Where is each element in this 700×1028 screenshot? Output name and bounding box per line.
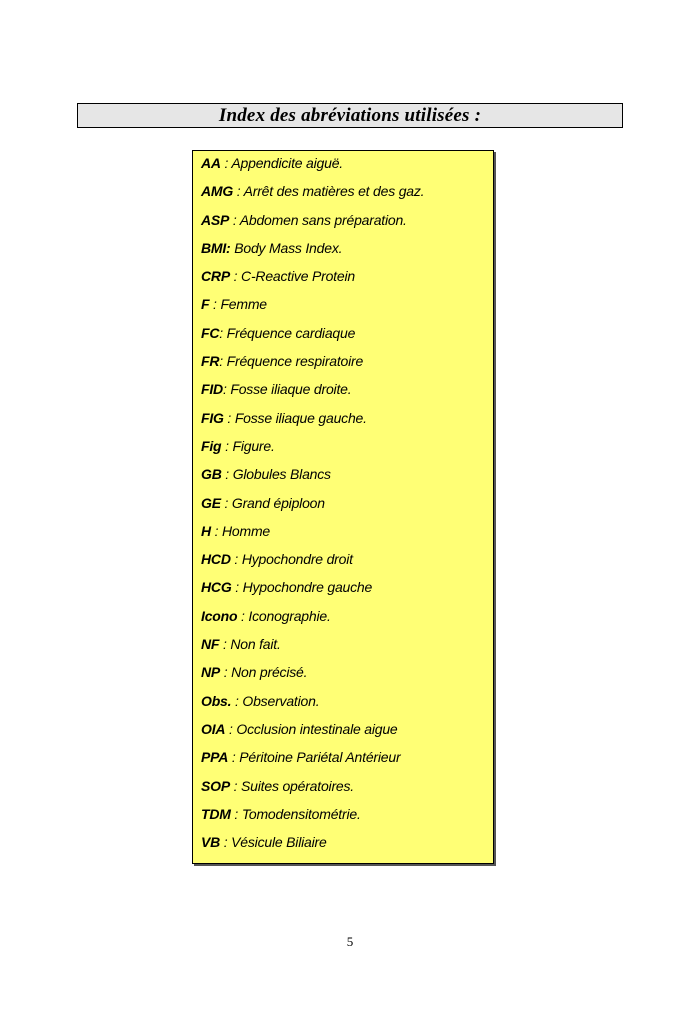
abbreviation-separator: :: [220, 664, 232, 681]
abbreviation-separator: :: [219, 324, 227, 341]
abbreviation-item: [201, 234, 424, 262]
abbreviation-separator: :: [220, 155, 232, 171]
abbreviation-code: Obs.: [201, 692, 232, 709]
abbreviation-definition: Vésicule Biliaire: [231, 834, 327, 851]
abbreviation-separator: :: [222, 381, 231, 398]
abbreviation-definition: Fosse iliaque gauche.: [234, 409, 367, 426]
abbreviation-separator: :: [237, 607, 249, 624]
abbreviation-item: [201, 404, 424, 432]
abbreviation-item: [201, 630, 424, 658]
abbreviation-definition: Hypochondre gauche: [242, 579, 373, 596]
abbreviations-box: [192, 150, 494, 864]
abbreviation-item: [201, 177, 424, 205]
abbreviation-item: [201, 290, 424, 318]
abbreviation-code: OIA: [201, 720, 226, 737]
abbreviation-item: [201, 715, 424, 743]
abbreviations-list: [201, 149, 424, 856]
abbreviation-separator: :: [229, 211, 240, 228]
abbreviation-definition: Homme: [222, 522, 271, 539]
abbreviation-separator: :: [210, 522, 222, 539]
abbreviation-definition: Abdomen sans préparation.: [239, 211, 407, 228]
abbreviation-item: [201, 828, 424, 856]
abbreviation-item: [201, 262, 424, 290]
abbreviation-code: SOP: [201, 777, 230, 794]
abbreviation-code: FR: [201, 353, 220, 370]
abbreviation-code: BMI:: [201, 239, 231, 256]
abbreviation-code: F: [201, 296, 210, 313]
abbreviation-item: [201, 743, 424, 771]
abbreviation-definition: Iconographie.: [248, 607, 331, 624]
abbreviation-code: HCD: [201, 551, 231, 568]
abbreviation-separator: :: [221, 437, 233, 454]
abbreviation-item: [201, 517, 424, 545]
abbreviation-code: AA: [201, 155, 221, 171]
abbreviation-item: [201, 573, 424, 601]
abbreviation-separator: :: [231, 692, 243, 709]
abbreviation-definition: Figure.: [232, 437, 275, 454]
abbreviation-item: [201, 800, 424, 828]
abbreviation-definition: Femme: [220, 296, 267, 313]
abbreviation-separator: :: [230, 805, 242, 822]
abbreviation-separator: :: [220, 834, 232, 851]
abbreviation-code: GE: [201, 494, 221, 511]
abbreviation-item: [201, 602, 424, 630]
abbreviation-separator: :: [233, 183, 244, 200]
abbreviation-separator: :: [221, 466, 233, 483]
abbreviation-definition: Globules Blancs: [232, 466, 331, 483]
abbreviation-definition: Arrêt des matières et des gaz.: [243, 183, 425, 200]
abbreviation-separator: :: [229, 777, 242, 794]
abbreviation-definition: Péritoine Pariétal Antérieur: [239, 749, 401, 766]
abbreviation-item: [201, 460, 424, 488]
abbreviation-definition: Occlusion intestinale aigue: [236, 720, 398, 737]
abbreviation-item: [201, 347, 424, 375]
abbreviation-code: Icono: [201, 607, 238, 624]
abbreviation-separator: :: [223, 409, 235, 426]
abbreviation-item: [201, 206, 424, 234]
abbreviation-item: [201, 375, 424, 403]
abbreviation-definition: Appendicite aiguë.: [231, 155, 343, 171]
abbreviation-definition: Fosse iliaque droite.: [230, 381, 352, 398]
abbreviation-code: Fig: [201, 437, 222, 454]
abbreviation-code: TDM: [201, 805, 231, 822]
abbreviation-definition: Non précisé.: [231, 664, 308, 681]
abbreviation-item: [201, 658, 424, 686]
abbreviation-code: FC: [201, 324, 220, 341]
abbreviation-separator: :: [230, 551, 242, 568]
abbreviation-code: AMG: [201, 183, 234, 200]
abbreviation-definition: Tomodensitométrie.: [241, 805, 361, 822]
abbreviation-separator: :: [225, 720, 237, 737]
abbreviation-code: PPA: [201, 749, 229, 766]
abbreviation-definition: Grand épiploon: [231, 494, 325, 511]
abbreviation-definition: Non fait.: [230, 636, 281, 653]
abbreviation-code: NP: [201, 664, 221, 681]
abbreviation-separator: :: [229, 268, 242, 285]
abbreviation-separator: :: [219, 636, 231, 653]
abbreviation-item: [201, 772, 424, 800]
abbreviation-code: HCG: [201, 579, 232, 596]
abbreviation-code: NF: [201, 636, 220, 653]
abbreviation-item: [201, 687, 424, 715]
abbreviation-code: VB: [201, 834, 221, 851]
abbreviation-item: [201, 149, 424, 177]
page-number: 5: [346, 934, 354, 949]
abbreviation-item: [201, 545, 424, 573]
abbreviation-definition: C-Reactive Protein: [241, 268, 355, 285]
abbreviation-definition: Hypochondre droit: [241, 551, 353, 568]
abbreviation-definition: Suites opératoires.: [241, 777, 354, 794]
abbreviation-code: GB: [201, 466, 222, 483]
abbreviation-code: FID: [201, 381, 223, 398]
abbreviation-code: H: [201, 522, 211, 539]
abbreviation-definition: Fréquence cardiaque: [226, 324, 356, 341]
abbreviation-item: [201, 319, 424, 347]
abbreviation-definition: Body Mass Index.: [234, 239, 343, 256]
abbreviation-separator: :: [209, 296, 221, 313]
title-bar: [77, 103, 623, 128]
abbreviation-code: ASP: [201, 211, 230, 228]
abbreviation-code: CRP: [201, 268, 230, 285]
abbreviation-definition: Observation.: [242, 692, 320, 709]
abbreviation-separator: :: [220, 494, 232, 511]
page-title: Index des abréviations utilisées :: [218, 104, 482, 126]
abbreviation-separator: :: [219, 353, 227, 370]
abbreviation-item: [201, 432, 424, 460]
abbreviation-code: FIG: [201, 409, 224, 426]
abbreviation-definition: Fréquence respiratoire: [226, 353, 364, 370]
abbreviation-separator: :: [228, 749, 240, 766]
abbreviation-separator: :: [231, 579, 243, 596]
abbreviation-item: [201, 489, 424, 517]
